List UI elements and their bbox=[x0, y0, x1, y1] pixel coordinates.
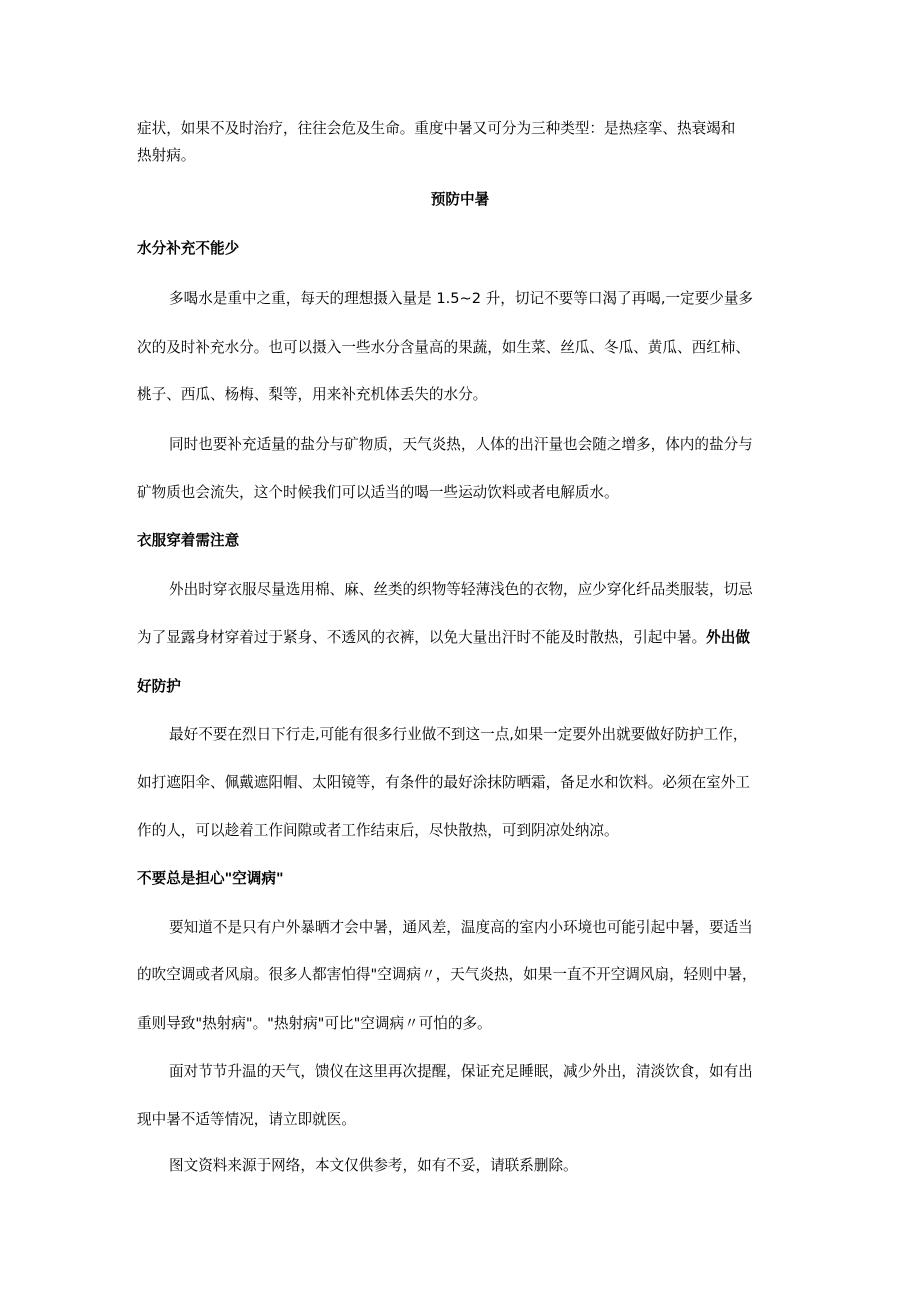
footer-note: 图文资料来源于网络，本文仅供参考，如有不妥，请联系删除。 bbox=[169, 1157, 578, 1174]
paragraph-line: 矿物质也会流失，这个时候我们可以适当的喝一些运动饮料或者电解质水。 bbox=[137, 484, 619, 501]
page-title: 预防中暑 bbox=[430, 191, 490, 208]
paragraph-line: 的吹空调或者风扇。很多人都害怕得"空调病〃，天气炎热，如果一直不开空调风扇，轻则中暑， bbox=[137, 966, 757, 983]
paragraph-line: 次的及时补充水分。也可以摄入一些水分含量高的果蔬，如生菜、丝瓜、冬瓜、黄瓜、西红柿、 bbox=[137, 339, 750, 356]
paragraph-line: 同时也要补充适量的盐分与矿物质，天气炎热，人体的出汗量也会随之增多，体内的盐分与 bbox=[169, 436, 753, 453]
paragraph-line: 重则导致"热射病"。"热射病"可比"空调病〃可怕的多。 bbox=[137, 1015, 492, 1032]
paragraph-line: 要知道不是只有户外暴晒才会中暑，通风差，温度高的室内小环境也可能引起中暑，要适当 bbox=[169, 919, 753, 936]
paragraph-line: 桃子、西瓜、杨梅、梨等，用来补充机体丢失的水分。 bbox=[137, 386, 488, 403]
paragraph-line: 如打遮阳伞、佩戴遮阳帽、太阳镜等，有条件的最好涂抹防晒霜，备足水和饮料。必须在室外工 bbox=[137, 774, 750, 791]
paragraph-line: 外出时穿衣服尽量选用棉、麻、丝类的织物等轻薄浅色的衣物，应少穿化纤品类服装，切忌 bbox=[169, 581, 753, 598]
paragraph-text: 为了显露身材穿着过于紧身、不透风的衣裤，以免大量出汗时不能及时散热，引起中暑。 bbox=[137, 629, 707, 646]
paragraph-line: 最好不要在烈日下行走,可能有很多行业做不到这一点,如果一定要外出就要做好防护工作， bbox=[169, 726, 748, 743]
paragraph-line: 作的人，可以趁着工作间隙或者工作结束后，尽快散热，可到阴凉处纳凉。 bbox=[137, 822, 619, 839]
section-heading-protection-part1: 外出做 bbox=[706, 629, 750, 646]
paragraph-line: 多喝水是重中之重，每天的理想摄入量是 1.5~2 升，切记不要等口渴了再喝,一定要少量多 bbox=[169, 290, 754, 307]
section-heading-water: 水分补充不能少 bbox=[137, 240, 240, 257]
paragraph-line bbox=[137, 628, 750, 648]
intro-line-2: 热射病。 bbox=[137, 147, 196, 164]
section-heading-clothing: 衣服穿着需注意 bbox=[137, 532, 240, 549]
intro-line-1: 症状，如果不及时治疗，往往会危及生命。重度中暑又可分为三种类型：是热痉挛、热衰竭和 bbox=[137, 120, 736, 137]
paragraph-line: 面对节节升温的天气，馈仪在这里再次提醒，保证充足睡眠，减少外出，清淡饮食，如有出 bbox=[169, 1063, 753, 1080]
paragraph-line: 现中暑不适等情况，请立即就医。 bbox=[137, 1111, 356, 1128]
section-heading-protection-part2: 好防护 bbox=[137, 678, 181, 695]
section-heading-aircon: 不要总是担心"空调病" bbox=[137, 870, 284, 887]
